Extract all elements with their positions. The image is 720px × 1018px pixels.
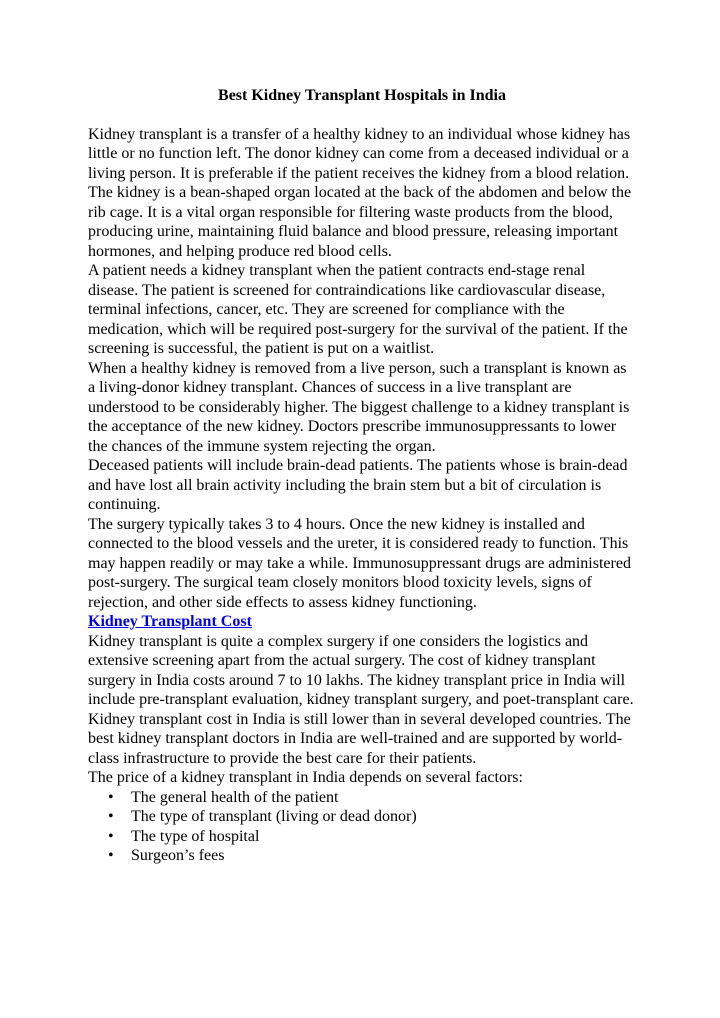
- list-item: • The general health of the patient: [108, 788, 636, 808]
- list-item: • The type of hospital: [108, 827, 636, 847]
- kidney-transplant-cost-link[interactable]: Kidney Transplant Cost: [88, 613, 252, 630]
- surgery-paragraph: The surgery typically takes 3 to 4 hours. Once the new kidney is installed and connected to the blood vessels and the ureter, it is considered ready to function. This may happen readily or may take a while. Immunosuppressant drugs are administered post-surgery. The surgical team closely monitors blood toxicity levels, signs of rejection, and other side effects to assess kidney functioning.: [88, 515, 631, 611]
- kidney-organ-paragraph: The kidney is a bean-shaped organ located at the back of the abdomen and below the rib cage. It is a vital organ responsible for filtering waste products from the blood, producing urine, maintaining fluid balance and blood pressure, releasing important hormones, and helping produce red blood cells.: [88, 184, 632, 260]
- document-page: [88, 86, 636, 866]
- cost-factors-list: [88, 788, 636, 866]
- deceased-donor-paragraph: Deceased patients will include brain-dead patients. The patients whose is brain-dead and have lost all brain activity including the brain stem but a bit of circulation is continuing.: [88, 457, 628, 513]
- cost-paragraph-complexity: Kidney transplant is quite a complex surgery if one considers the logistics and extensive screening apart from the actual surgery. The cost of kidney transplant surgery in India costs around 7 to 10 lakhs. The kidney transplant price in India will include pre-transplant evaluation, kidney transplant surgery, and poet-transplant care.: [88, 632, 634, 708]
- cost-paragraph-comparison: Kidney transplant cost in India is still lower than in several developed countries. The best kidney transplant doctors in India are well-trained and are supported by world-class infrastructure to provide the best care for their patients.: [88, 710, 631, 767]
- intro-paragraph: Kidney transplant is a transfer of a healthy kidney to an individual whose kidney has little or no function left. The donor kidney can come from a deceased individual or a living person. It is preferable if the patient receives the kidney from a blood relation.: [88, 125, 631, 182]
- list-item: • Surgeon’s fees: [108, 846, 636, 866]
- cost-paragraph-factors-intro: The price of a kidney transplant in India depends on several factors:: [88, 769, 523, 786]
- list-item: • The type of transplant (living or dead donor): [108, 807, 636, 827]
- document-title: Best Kidney Transplant Hospitals in India: [218, 87, 506, 104]
- living-donor-paragraph: When a healthy kidney is removed from a live person, such a transplant is known as a living-donor kidney transplant. Chances of success in a live transplant are understood to be considerably higher. The biggest challenge to a kidney transplant is the acceptance of the new kidney. Doctors prescribe immunosuppressants to lower the chances of the immune system rejecting the organ.: [88, 359, 630, 455]
- transplant-need-paragraph: A patient needs a kidney transplant when the patient contracts end-stage renal disease. The patient is screened for contraindications like cardiovascular disease, terminal infections, cancer, etc. They are screened for compliance with the medication, which will be required post-surgery for the survival of the patient. If the screening is successful, the patient is put on a waitlist.: [88, 262, 628, 357]
